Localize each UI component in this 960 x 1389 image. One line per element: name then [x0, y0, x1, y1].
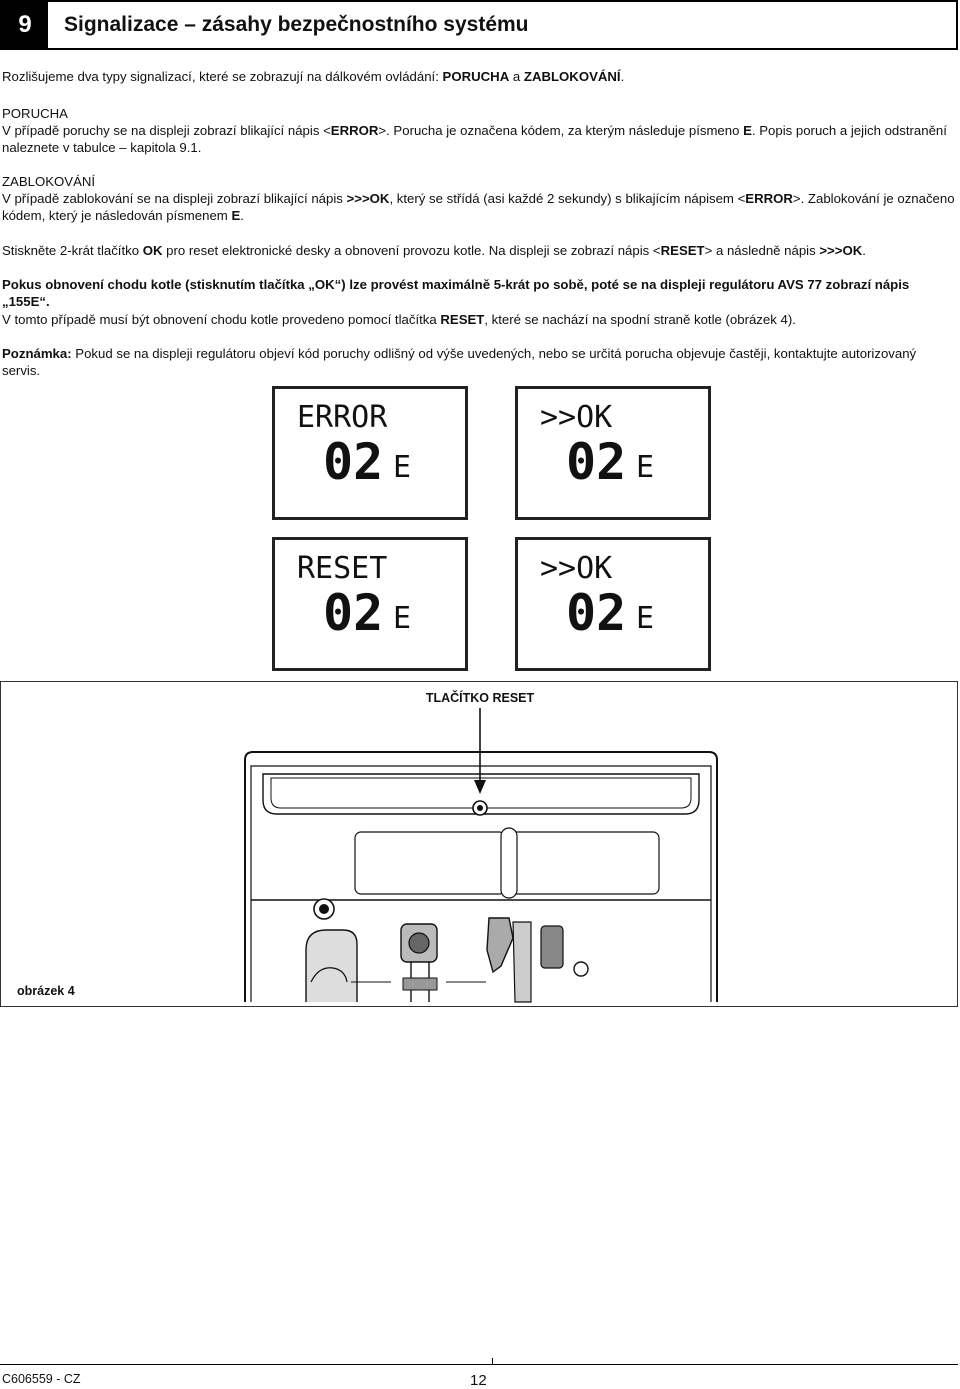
reset-t2: pro reset elektronické desky a obnovení provozu kotle. Na displeji se zobrazí nápis <	[162, 243, 661, 258]
reset-ok2: >>>OK	[819, 243, 863, 258]
warning-paragraph	[2, 311, 952, 328]
porucha-t3: . Popis poruch a jejich odstranění naleznete v tabulce – kapitola 9.1.	[2, 123, 947, 155]
display-ok-2	[515, 537, 711, 671]
boiler-drawing	[1, 682, 958, 1007]
reset-t4: .	[862, 243, 866, 258]
warning-t2: , které se nachází na spodní straně kotle (obrázek 4).	[484, 312, 796, 327]
display-suffix: E	[636, 601, 655, 636]
reset-t1: Stiskněte 2-krát tlačítko	[2, 243, 143, 258]
display-code: 02	[323, 433, 384, 491]
note-label: Poznámka:	[2, 346, 72, 361]
document-code: C606559 - CZ	[2, 1372, 81, 1386]
porucha-error: ERROR	[330, 123, 379, 138]
reset-reset: RESET	[660, 243, 705, 258]
section-header	[0, 0, 958, 50]
note-paragraph	[2, 345, 952, 379]
display-code: 02	[566, 433, 627, 491]
zab-ok: >>>OK	[346, 191, 390, 206]
intro-text: Rozlišujeme dva typy signalizací, které se zobrazují na dálkovém ovládání:	[2, 69, 443, 84]
zablokovani-heading: ZABLOKOVÁNÍ	[2, 174, 96, 189]
warning-reset: RESET	[440, 312, 485, 327]
intro-porucha: PORUCHA	[442, 69, 510, 84]
intro-mid: a	[509, 69, 524, 84]
zab-e: E	[231, 208, 241, 223]
footer-rule	[0, 1364, 958, 1365]
porucha-t2: >. Porucha je označena kódem, za kterým následuje písmeno	[378, 123, 744, 138]
zab-error: ERROR	[745, 191, 793, 206]
figure-boiler	[0, 681, 958, 1007]
section-title: Signalizace – zásahy bezpečnostního systému	[64, 13, 529, 36]
arrow-icon	[474, 780, 486, 794]
zab-t3: >. Zablokování je označeno kódem, který je následován písmenem	[2, 191, 955, 223]
porucha-t1: V případě poruchy se na displeji zobrazí blikající nápis <	[2, 123, 331, 138]
display-ok-1	[515, 386, 711, 520]
display-top-text: RESET	[297, 551, 388, 586]
porucha-paragraph	[2, 122, 947, 156]
display-top-text: >>OK	[540, 400, 613, 435]
page-number: 12	[470, 1372, 487, 1389]
display-code: 02	[566, 584, 627, 642]
zablokovani-paragraph	[2, 190, 957, 224]
warning-bold: Pokus obnovení chodu kotle (stisknutím tlačítka „OK“) lze provést maximálně 5-krát po sobě, poté se na displeji regulátoru AVS 77 zobrazí nápis „155E“.	[2, 277, 910, 309]
footer-tick	[492, 1358, 493, 1365]
note-text: Pokud se na displeji regulátoru objeví kód poruchy odlišný od výše uvedených, nebo se určitá porucha objevuje častěji, kontaktujte autorizovaný servis.	[2, 346, 917, 378]
zab-t2: , který se střídá (asi každé 2 sekundy) s blikajícím nápisem <	[389, 191, 746, 206]
display-error	[272, 386, 468, 520]
intro-end: .	[620, 69, 625, 84]
zab-t1: V případě zablokování se na displeji zobrazí blikající nápis	[2, 191, 347, 206]
reset-ok: OK	[142, 243, 163, 258]
section-number: 9	[2, 2, 48, 48]
figure-caption: obrázek 4	[17, 984, 75, 998]
porucha-heading: PORUCHA	[2, 106, 68, 121]
display-suffix: E	[393, 450, 412, 485]
display-code: 02	[323, 584, 384, 642]
intro-zablokovani: ZABLOKOVÁNÍ	[523, 69, 621, 84]
reset-t3: > a následně nápis	[704, 243, 820, 258]
zab-t4: .	[240, 208, 244, 223]
warning-t1: V tomto případě musí být obnovení chodu kotle provedeno pomocí tlačítka	[2, 312, 441, 327]
reset-paragraph	[2, 242, 957, 259]
display-top-text: ERROR	[297, 400, 388, 435]
intro-paragraph	[2, 68, 952, 85]
reset-button-label: TLAČÍTKO RESET	[425, 691, 535, 705]
display-suffix: E	[636, 450, 655, 485]
display-top-text: >>OK	[540, 551, 613, 586]
display-suffix: E	[393, 601, 412, 636]
display-reset	[272, 537, 468, 671]
porucha-e: E	[743, 123, 752, 138]
